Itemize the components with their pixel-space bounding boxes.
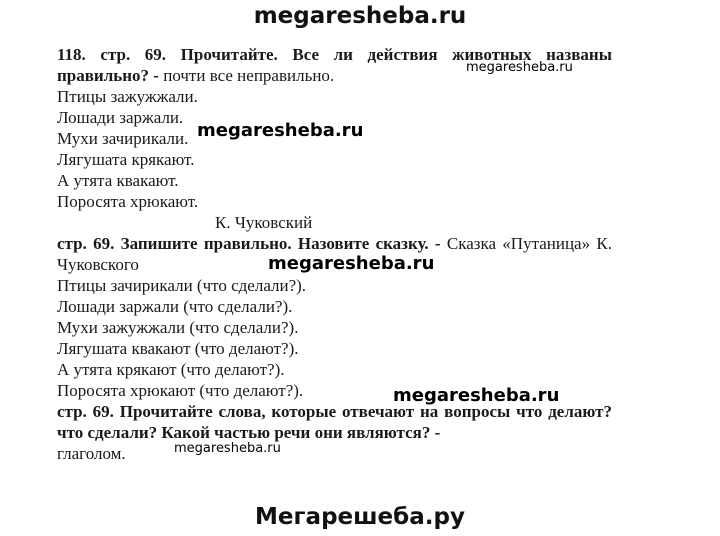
poem-line-3: Мухи зачирикали. <box>57 129 189 148</box>
answer-line-4: Лягушата квакают (что делают?). <box>57 339 299 358</box>
watermark-small: megaresheba.ru <box>174 441 281 456</box>
answer-line-3: Мухи зажужжали (что сделали?). <box>57 318 299 337</box>
poem-line-2: Лошади заржали. <box>57 108 184 127</box>
task1-heading: 118. стр. 69. Прочитайте. Все ли действия животных названы правильно? - <box>57 45 612 85</box>
poem-author: К. Чуковский <box>215 213 313 232</box>
task2-heading: стр. 69. Запишите правильно. Назовите сказку. - <box>57 234 441 253</box>
answer-line-6: Поросята хрюкают (что делают?). <box>57 381 304 400</box>
poem-line-1: Птицы зажужжали. <box>57 87 198 106</box>
task3-heading: стр. 69. Прочитайте слова, которые отвечают на вопросы что делают? что сделали? Какой частью речи они являются? - <box>57 402 612 442</box>
answer-line-5: А утята крякают (что делают?). <box>57 360 285 379</box>
answer-line-1: Птицы зачирикали (что сделали?). <box>57 276 307 295</box>
watermark-small: megaresheba.ru <box>466 60 573 75</box>
task2-answer: Сказка «Путаница» К. Чуковского <box>57 234 612 274</box>
watermark-large: megaresheba.ru <box>268 253 435 274</box>
poem-line-6: Поросята хрюкают. <box>57 192 199 211</box>
header-site-title: megaresheba.ru <box>253 3 467 29</box>
poem-line-5: А утята квакают. <box>57 171 179 190</box>
answer-line-2: Лошади заржали (что сделали?). <box>57 297 293 316</box>
task1-answer: почти все неправильно. <box>158 66 335 85</box>
footer-site-title: Мегарешеба.ру <box>255 504 465 530</box>
watermark-large: megaresheba.ru <box>393 385 560 406</box>
poem-line-4: Лягушата крякают. <box>57 150 195 169</box>
task3-answer: глаголом. <box>57 444 126 463</box>
watermark-large: megaresheba.ru <box>197 120 364 141</box>
